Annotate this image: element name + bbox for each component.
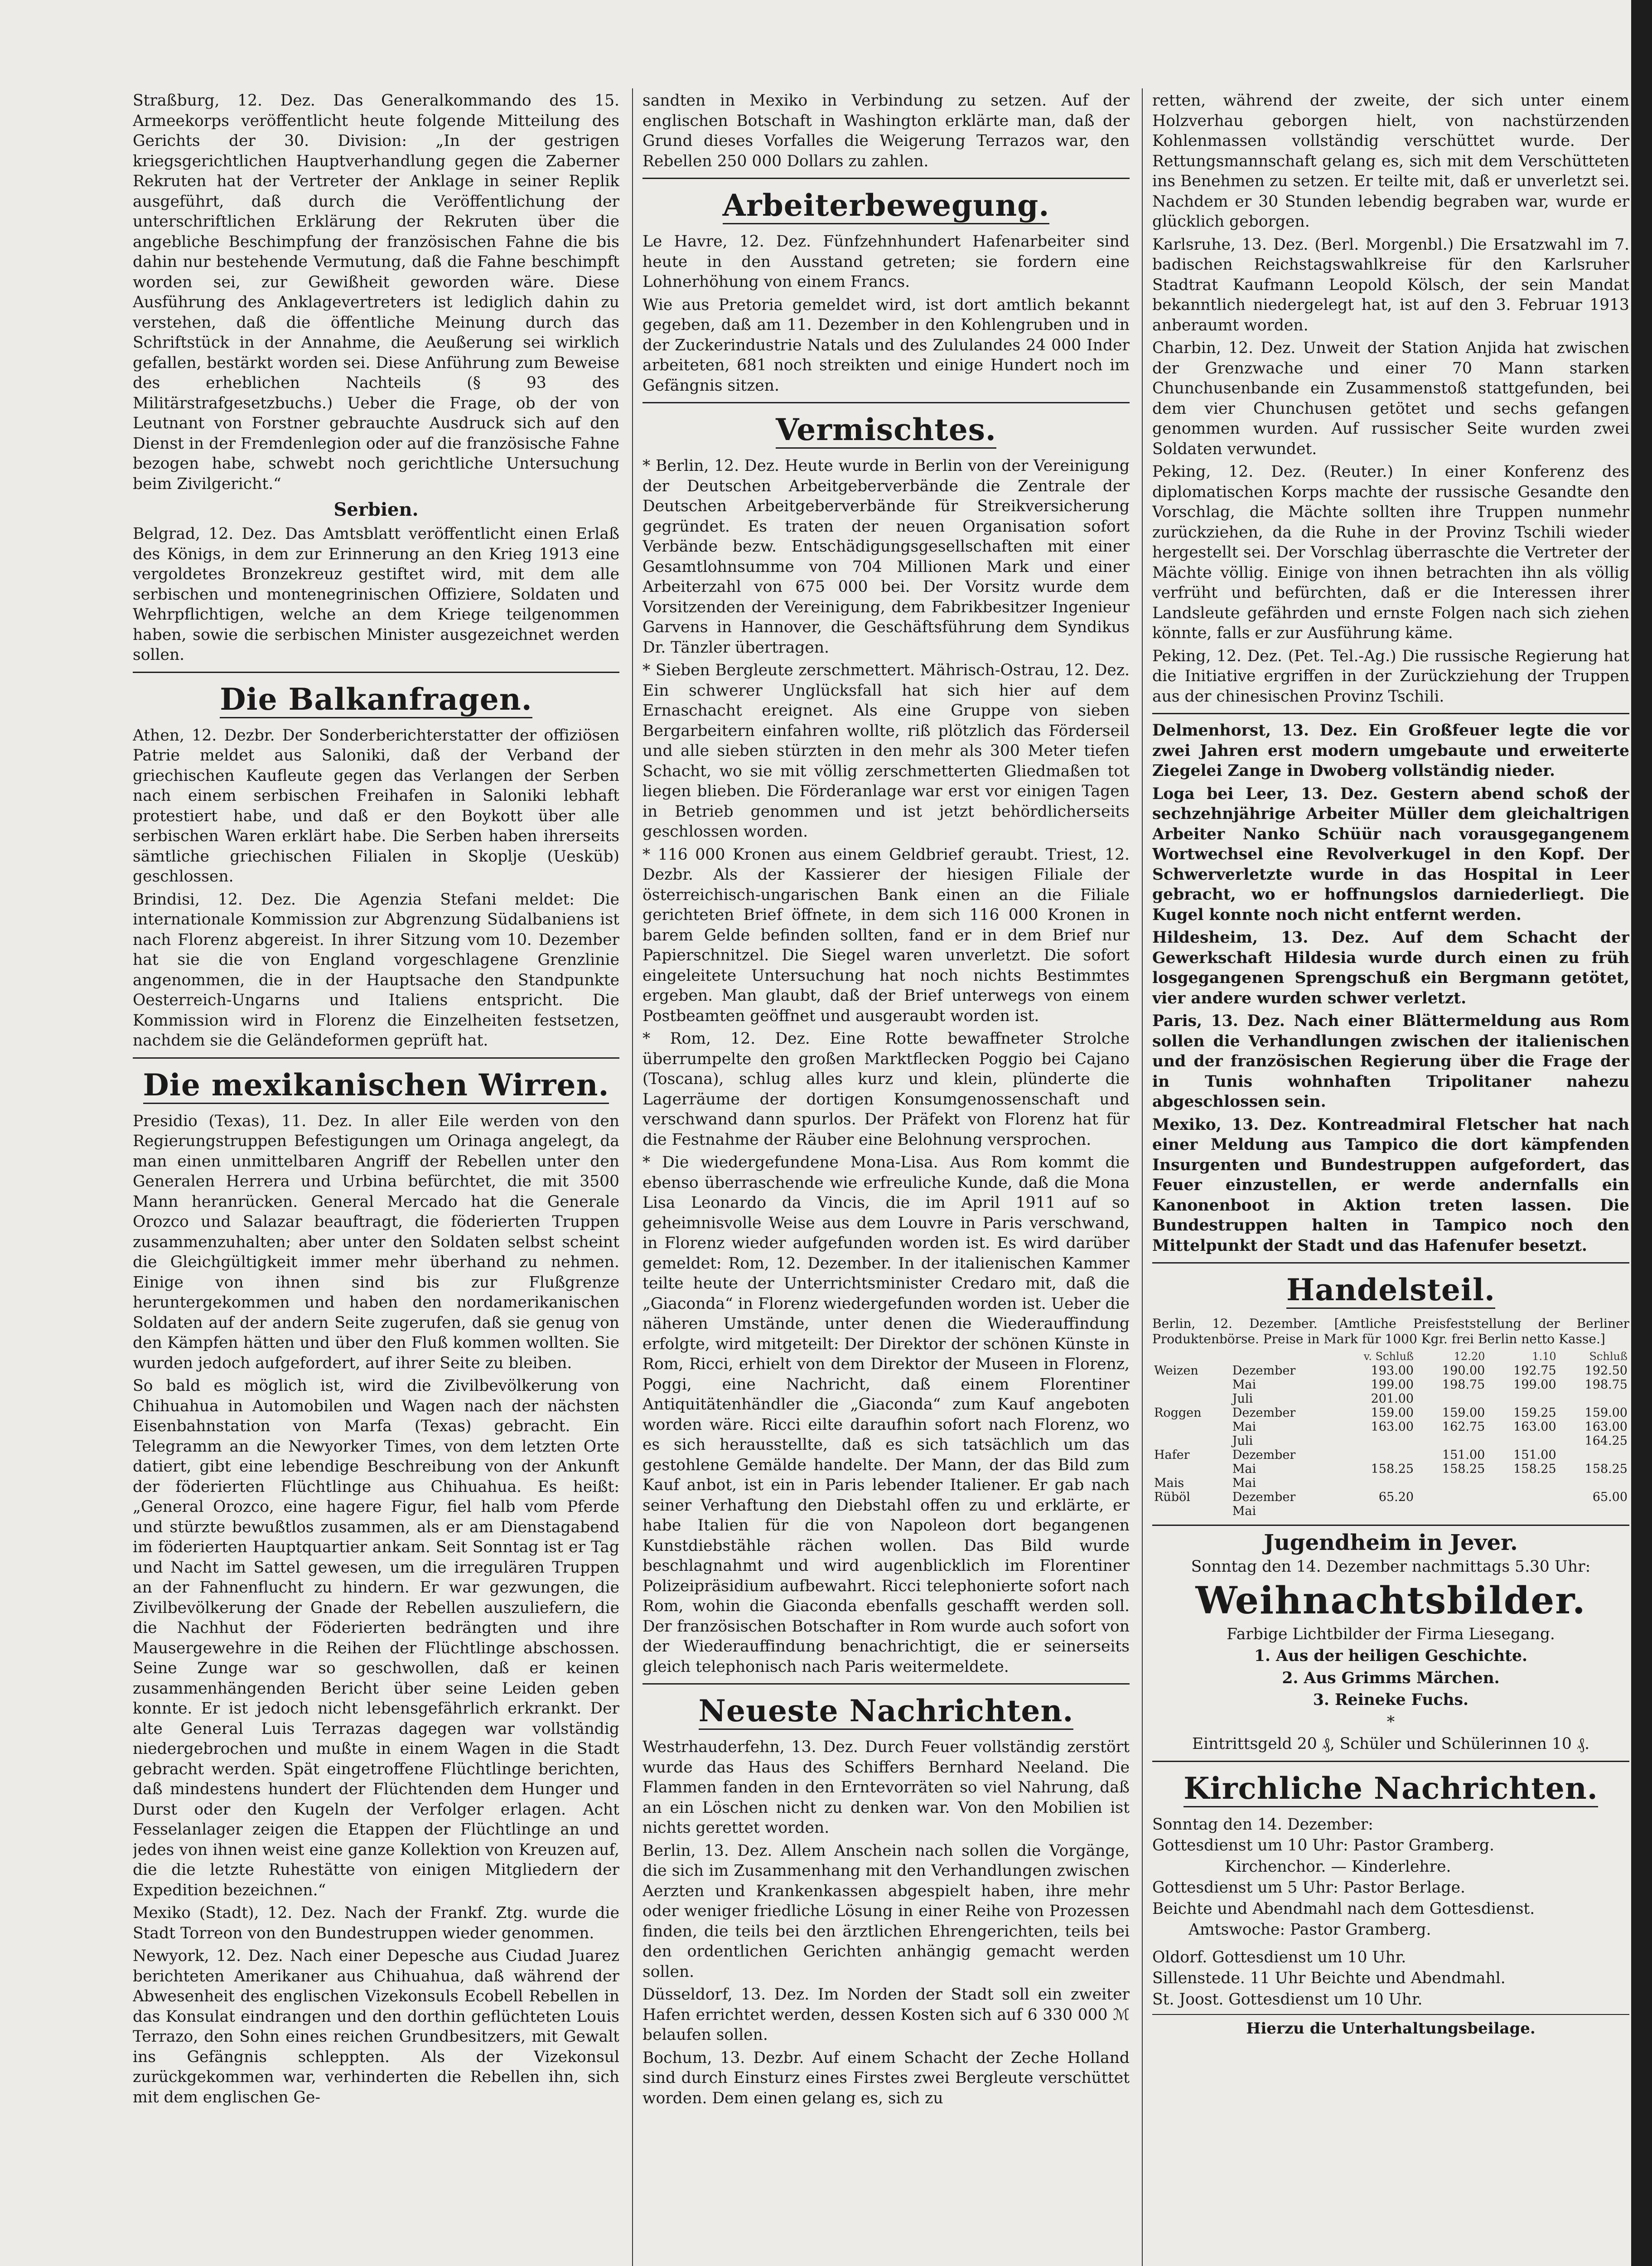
market-cell: 158.25 — [1513, 1462, 1556, 1476]
market-cell: Mai — [1232, 1476, 1256, 1490]
market-cell: 192.50 — [1584, 1364, 1628, 1378]
church-line: Beichte und Abendmahl nach dem Gottesdienst. — [1152, 1899, 1535, 1918]
market-cell — [1152, 1378, 1231, 1392]
market-row — [1152, 1378, 1629, 1392]
market-header-row — [1152, 1350, 1629, 1364]
article-mexiko-fletscher: Mexiko, 13. Dez. Kontreadmiral Fletscher hat nach einer Meldung aus Tampico die dort kämpfenden Insurgenten und Bundestruppen aufgefordert, das Feuer einzustellen, er werde andernfalls ein Kanonenboot in Aktion treten lassen. Die Bundestruppen halten in Tampico noch den Mittelpunkt der Stadt und das Hafenufer besetzt. — [1152, 1115, 1629, 1255]
market-cell — [1487, 1434, 1558, 1448]
market-cell: 159.00 — [1584, 1406, 1628, 1420]
article-westrhauderfehn: Westrhauderfehn, 13. Dez. Durch Feuer vollständig zerstört wurde das Haus des Schiffers Bernhard Neeland. Die Flammen fanden in den Erntevorräten so viel Nahrung, daß an ein Löschen nicht zu denken war. Von den Mobilien ist nichts gerettet worden. — [642, 1738, 1130, 1837]
church-notices — [1152, 1815, 1629, 2010]
article-berlin-aerzte: Berlin, 13. Dez. Allem Anschein nach sollen die Vorgänge, die sich im Zusammenhang mit den Verhandlungen zwischen Aerzten und Krankenkassen abgespielt haben, ihre mehr oder weniger friedliche Lösung in einer Reihe von Prozessen finden, die teils bei den ärztlichen Ehrengerichten, teils bei den ordentlichen Gerichten anhängig gemacht werden sollen. — [642, 1841, 1130, 1981]
market-row — [1152, 1504, 1629, 1518]
supplement-note: Hierzu die Unterhaltungsbeilage. — [1246, 2019, 1536, 2038]
church-line: Kirchenchor. — Kinderlehre. — [1225, 1857, 1451, 1876]
market-cell — [1152, 1462, 1231, 1476]
market-row — [1152, 1448, 1629, 1462]
article-hildesheim: Hildesheim, 13. Dez. Auf dem Schacht der Gewerkschaft Hildesia wurde durch einen zu früh losgegangenen Sprengschuß ein Bergmann getötet, vier andere wurden schwer verletzt. — [1152, 929, 1629, 1007]
article-loga: Loga bei Leer, 13. Dez. Gestern abend schoß der sechzehnjährige Arbeiter Müller dem gleichaltrigen Arbeiter Nanko Schüür nach vorausgegangenem Wortwechsel eine Revolverkugel in den Kopf. Der Schwerverletzte wurde in das Hospital in Leer gebracht, wo er hoffnungslos darniederliegt. Die Kugel konnte noch nicht entfernt werden. — [1152, 784, 1629, 924]
market-cell — [1558, 1504, 1629, 1518]
article-karlsruhe: Karlsruhe, 13. Dez. (Berl. Morgenbl.) Die Ersatzwahl im 7. badischen Reichstagswahlkreise für den Karlsruher Stadtrat Kaufmann Leopold Kölsch, der sein Mandat bekanntlich niedergelegt hat, ist auf den 3. Februar 1913 anberaumt worden. — [1152, 235, 1629, 334]
ad-price: Eintrittsgeld 20 ₰, Schüler und Schülerinnen 10 ₰. — [1192, 1735, 1590, 1753]
market-header-cell: 12.20 — [1454, 1350, 1485, 1363]
market-cell: 163.00 — [1371, 1420, 1414, 1434]
article-brindisi: Brindisi, 12. Dez. Die Agenzia Stefani meldet: Die internationale Kommission zur Abgrenzung Südalbaniens ist nach Florenz abgereist. In ihrer Sitzung vom 10. Dezember hat sie die von England vorgeschlagene Grenzlinie angenommen, die in der Hauptsache den Standpunkte Oesterreich-Ungarns und Italiens entspricht. Die Kommission wird in Florenz die Einzelheiten festsetzen, nachdem sie die Geländeformen geprüft hat. — [133, 890, 619, 1050]
market-cell — [1152, 1434, 1231, 1448]
market-header-cell: v. Schluß — [1363, 1350, 1414, 1363]
market-cell — [1333, 1448, 1415, 1462]
church-line: Gottesdienst um 10 Uhr: Pastor Gramberg. — [1152, 1836, 1495, 1854]
column-divider — [1142, 88, 1143, 2266]
ad-title: Jugendheim in Jever. — [1264, 1530, 1518, 1555]
market-intro: Berlin, 12. Dezember. [Amtliche Preisfeststellung der Berliner Produktenbörse. Preise in Mark für 1000 Kgr. frei Berlin netto Kasse.] — [1152, 1316, 1629, 1346]
market-row — [1152, 1406, 1629, 1420]
market-cell: Mai — [1232, 1462, 1256, 1476]
market-cell — [1558, 1476, 1629, 1490]
market-cell — [1152, 1420, 1231, 1434]
market-cell: Hafer — [1154, 1448, 1190, 1462]
market-cell: Roggen — [1154, 1406, 1202, 1420]
market-cell: Weizen — [1154, 1364, 1198, 1378]
market-cell: 199.00 — [1371, 1378, 1414, 1392]
market-cell — [1487, 1476, 1558, 1490]
article-duesseldorf: Düsseldorf, 13. Dez. Im Norden der Stadt soll ein zweiter Hafen errichtet werden, dessen Kosten sich auf 6 330 000 ℳ belaufen sollen. — [642, 1985, 1130, 2044]
market-cell — [1152, 1392, 1231, 1406]
market-cell: 65.00 — [1592, 1490, 1628, 1504]
market-cell — [1415, 1490, 1487, 1504]
market-cell: Dezember — [1232, 1490, 1296, 1504]
market-row — [1152, 1420, 1629, 1434]
church-line: Sonntag den 14. Dezember: — [1152, 1815, 1373, 1834]
article-bergleute: * Sieben Bergleute zerschmettert. Mährisch-Ostrau, 12. Dez. Ein schwerer Unglücksfall hat sich hier auf dem Ernaschacht ereignet. Als eine Gruppe von sieben Bergarbeitern einfahren wollte, riß plötzlich das Förderseil und alle sieben stürzten in den mehr als 300 Meter tiefen Schacht, wo sie mit völlig zerschmetterten Gliedmaßen tot liegen blieben. Die Förderanlage war erst vor einigen Tagen in Betrieb genommen und ist jetzt behördlicherseits geschlossen worden. — [642, 661, 1130, 841]
market-row — [1152, 1434, 1629, 1448]
market-cell: 159.25 — [1513, 1406, 1556, 1420]
ad-date: Sonntag den 14. Dezember nachmittags 5.30 Uhr: — [1191, 1558, 1591, 1576]
article-newyork: Newyork, 12. Dez. Nach einer Depesche aus Ciudad Juarez berichteten Amerikaner aus Chihuahua, daß während der Abwesenheit des englischen Vizekonsuls Ecobell Rebellen in das Konsulat eindrangen und den dorthin geflüchteten Louis Terrazo, den Sohn eines reichen Grundbesitzers, mit Gewalt ins Gefängnis schleppten. Als der Vizekonsul zurückgekommen war, verhinderten die Rebellen ihn, sich mit dem englischen Ge- — [133, 1947, 619, 2106]
market-cell: 65.20 — [1378, 1490, 1414, 1504]
market-cell — [1415, 1392, 1487, 1406]
market-cell — [1558, 1448, 1629, 1462]
market-cell: 164.25 — [1584, 1434, 1628, 1448]
church-line: Gottesdienst um 5 Uhr: Pastor Berlage. — [1152, 1879, 1466, 1897]
article-rom: * Rom, 12. Dez. Eine Rotte bewaffneter Strolche überrumpelte den großen Marktflecken Poggio bei Cajano (Toscana), schlug alles kurz und klein, plünderte die Lagerräume der dortigen Konsumgenossenschaft und verschwand dann spurlos. Der Präfekt von Florenz hat für die Festnahme der Räuber eine Belohnung versprochen. — [642, 1030, 1130, 1149]
section-heading-neueste: Neueste Nachrichten. — [642, 1693, 1130, 1729]
market-cell: Rüböl — [1154, 1490, 1190, 1504]
market-header-cell — [1152, 1350, 1231, 1364]
divider — [642, 1683, 1130, 1685]
market-cell: 158.25 — [1371, 1462, 1414, 1476]
section-heading-mexiko: Die mexikanischen Wirren. — [133, 1067, 619, 1103]
market-cell: 190.00 — [1442, 1364, 1485, 1378]
latest-telegrams — [1152, 721, 1629, 1256]
article-mona-lisa: * Die wiedergefundene Mona-Lisa. Aus Rom kommt die ebenso überraschende wie erfreuliche Kunde, daß die Mona Lisa Leonardo da Vincis, die im April 1911 auf so geheimnisvolle Weise aus dem Louvre in Paris verschwand, in Florenz wieder aufgefunden worden ist. Es wird darüber gemeldet: Rom, 12. Dezember. In der italienischen Kammer teilte heute der Unterrichtsminister Credaro mit, daß die „Giaconda“ in Florenz wiedergefunden worden ist. Ueber die näheren Umstände, unter denen die Wiederauffindung erfolgte, wird mitgeteilt: Der Direktor der schönen Künste in Rom, Ricci, erhielt von dem Direktor der Museen in Florenz, Poggi, eine Nachricht, daß einem Florentiner Antiquitätenhändler die „Giaconda“ zum Kauf angeboten worden wäre. Ricci eilte daraufhin sofort nach Florenz, wo es sich herausstellte, daß es sich tatsächlich um das gestohlene Gemälde handelte. Der Mann, der das Bild zum Kauf anbot, ist ein in Paris lebender Italiener. Er gab nach seiner Verhaftung den Diebstahl offen zu und erklärte, er habe Italien für die von Napoleon dort begangenen Kunstdiebstähle rächen wollen. Das Bild wurde beschlagnahmt und wird augenblicklich im Florentiner Polizeipräsidium aufbewahrt. Ricci telephonierte sofort nach Rom, wohin die Giaconda ebenfalls geschafft werden soll. Der französischen Botschafter in Rom wurde auch sofort von der Wiederauffindung benachrichtigt, die er seinerseits gleich telephonisch nach Paris weitermeldete. — [642, 1153, 1130, 1676]
market-cell: 193.00 — [1371, 1364, 1414, 1378]
section-heading-serbien: Serbien. — [333, 499, 419, 520]
divider — [1152, 713, 1629, 714]
article-athen: Athen, 12. Dezbr. Der Sonderberichterstatter der offiziösen Patrie meldet aus Saloniki, daß der Verband der griechischen Kaufleute gegen das Verlangen der Serben nach einem serbischen Freihafen in Saloniki lebhaft protestiert habe, und daß er den Boykott über alle serbischen Waren erklärt habe. Die Serben haben ihrerseits sämtliche griechischen Filialen in Skoplje (Uesküb) geschlossen. — [133, 726, 619, 886]
market-cell: 163.00 — [1584, 1420, 1628, 1434]
market-cell: Juli — [1232, 1434, 1253, 1448]
column-1 — [133, 91, 619, 2110]
market-cell: Mai — [1232, 1378, 1256, 1392]
market-header-cell: 1.10 — [1532, 1350, 1556, 1363]
market-cell: Mai — [1232, 1504, 1256, 1518]
market-header-cell: Schluß — [1589, 1350, 1628, 1363]
section-heading-arbeiterbewegung: Arbeiterbewegung. — [642, 187, 1130, 223]
market-cell: Mai — [1232, 1420, 1256, 1434]
church-line: St. Joost. Gottesdienst um 10 Uhr. — [1152, 1990, 1423, 2009]
divider — [1152, 2014, 1629, 2015]
market-cell: Dezember — [1232, 1364, 1296, 1378]
market-cell: 158.25 — [1584, 1462, 1628, 1476]
market-cell: 198.75 — [1442, 1378, 1485, 1392]
section-heading-kirchlich: Kirchliche Nachrichten. — [1152, 1770, 1629, 1806]
ad-star: * — [1386, 1713, 1395, 1731]
market-cell: 159.00 — [1442, 1406, 1485, 1420]
market-cell — [1415, 1504, 1487, 1518]
article-strassburg: Straßburg, 12. Dez. Das Generalkommando des 15. Armeekorps veröffentlicht heute folgende Mitteilung des Gerichts der 30. Division: „In der gestrigen kriegsgerichtlichen Hauptverhandlung gegen die Zaberner Rekruten hat der Vertreter der Anklage in seiner Replik ausgeführt, daß durch die Veröffentlichung der unterschriftlichen Erklärung der Rekruten über die angebliche Beschimpfung der französischen Fahne die bis dahin nur bestehende Vermutung, daß die Fahne beschimpft worden sei, zur Gewißheit geworden wäre. Diese Ausführung des Anklagevertreters ist lediglich dahin zu verstehen, daß die öffentliche Meinung durch das Schriftstück in der Annahme, die Aeußerung sei wirklich gefallen, bestärkt worden sei. Diese Anführung zum Beweise des erheblichen Nachteils (§ 93 des Militärstrafgesetzbuchs.) Ueber die Frage, ob der von Leutnant von Forstner gebrauchte Ausdruck sich auf den Dienst in der Fremdenlegion oder auf die französische Fahne bezogen habe, schwebt noch gerichtliche Untersuchung beim Zivilgericht.“ — [133, 92, 619, 493]
market-header-cell — [1231, 1350, 1333, 1364]
market-cell: 151.00 — [1442, 1448, 1485, 1462]
ad-item: 1. Aus der heiligen Geschichte. — [1254, 1647, 1528, 1665]
ad-item: 3. Reineke Fuchs. — [1313, 1691, 1469, 1709]
market-row — [1152, 1392, 1629, 1406]
article-paris: Paris, 13. Dez. Nach einer Blättermeldung aus Rom sollen die Verhandlungen zwischen der italienischen und der französischen Regierung über die Frage der in Tunis wohnhaften Tripolitaner nahezu abgeschlossen sein. — [1152, 1012, 1629, 1111]
market-cell — [1558, 1392, 1629, 1406]
market-row — [1152, 1462, 1629, 1476]
section-heading-vermischtes: Vermischtes. — [642, 412, 1130, 448]
market-cell: 159.00 — [1371, 1406, 1414, 1420]
article-le-havre: Le Havre, 12. Dez. Fünfzehnhundert Hafenarbeiter sind heute in den Ausstand getreten; sie fordern eine Lohnerhöhung von einem Francs. — [642, 232, 1130, 291]
market-cell: 162.75 — [1442, 1420, 1485, 1434]
divider — [1152, 1262, 1629, 1264]
market-cell — [1487, 1504, 1558, 1518]
market-row — [1152, 1490, 1629, 1504]
market-cell — [1487, 1490, 1558, 1504]
market-row — [1152, 1476, 1629, 1490]
ad-item: 2. Aus Grimms Märchen. — [1282, 1669, 1500, 1687]
ad-subtitle: Farbige Lichtbilder der Firma Liesegang. — [1227, 1625, 1555, 1643]
article-continuation: sandten in Mexiko in Verbindung zu setzen. Auf der englischen Botschaft in Washington erklärte man, daß der Grund dieses Vorfalles die Weigerung Terrazos war, den Rebellen 250 000 Dollars zu zahlen. — [642, 92, 1130, 170]
section-heading-handelsteil: Handelsteil. — [1152, 1272, 1629, 1308]
market-cell: 192.75 — [1513, 1364, 1556, 1378]
market-cell: 198.75 — [1584, 1378, 1628, 1392]
market-cell: 201.00 — [1371, 1392, 1414, 1406]
market-cell — [1415, 1476, 1487, 1490]
article-kronen: * 116 000 Kronen aus einem Geldbrief geraubt. Triest, 12. Dezbr. Als der Kassierer der hiesigen Filiale der österreichisch-ungarischen Bank einen an die Filiale gerichteten Brief öffnete, in dem sich 116 000 Kronen in barem Gelde befinden sollten, fand er in dem Brief nur Papierschnitzel. Die Siegel waren unverletzt. Die sofort eingeleitete Untersuchung hat noch nichts Bestimmtes ergeben. Man glaubt, daß der Brief unterwegs von einem Postbeamten geöffnet und ausgeraubt worden ist. — [642, 845, 1130, 1025]
article-continuation: retten, während der zweite, der sich unter einem Holzverhau geborgen hielt, von nachstürzenden Kohlenmassen vollständig verschüttet wurde. Der Rettungsmannschaft gelang es, sich mit dem Verschütteten ins Benehmen zu setzen. Er teilte mit, daß er unverletzt sei. Nachdem er 30 Stunden lebendig begraben war, wurde er glücklich geborgen. — [1152, 92, 1629, 231]
market-cell: 151.00 — [1513, 1448, 1556, 1462]
advertisement-jugendheim — [1152, 1532, 1629, 1754]
market-cell — [1415, 1434, 1487, 1448]
article-chihuahua: So bald es möglich ist, wird die Zivilbevölkerung von Chihuahua in Automobilen und Wagen nach der nächsten Eisenbahnstation von Marfa (Texas) gebracht. Ein Telegramm an die Newyorker Times, von dem letzten Orte datiert, gibt eine lebendige Beschreibung von der Ankunft der föderierten Flüchtlinge aus Chihuahua. Es heißt: „General Orozco, eine hagere Figur, fiel halb vom Pferde und stürzte bewußtlos zusammen, als er am Dienstagabend im föderierten Hauptquartier ankam. Seit Sonntag ist er Tag und Nacht im Sattel gewesen, um die irregulären Truppen an der Fahnenflucht zu hindern. Er war gezwungen, die Zivilbevölkerung der Gnade der Rebellen auszuliefern, die die Nachhut der Föderierten bedrängten und ihre Mausergewehre in die Reihen der Flüchtlinge abschossen. Seine Zunge war so geschwollen, daß er keinen zusammenhängenden Bericht über seine Leiden geben konnte. Er ist jedoch nicht lebensgefährlich erkrankt. Der alte General Luis Terrazas dagegen war vollständig niedergebrochen und mußte in einem Wagen in die Stadt gebracht werden. Spät eingetroffene Flüchtlinge berichten, daß mindestens hundert der Flüchtenden dem Hunger und Durst oder den Kugeln der Verfolger erlagen. Acht Fesselanlager zeigen die Etappen der Flüchtlinge an und jedes von ihnen weist eine ganze Kollektion von Kreuzen auf, die die letzte Ruhestätte von einigen Mitgliedern der Expedition bezeichnen.“ — [133, 1377, 619, 1899]
market-cell: 163.00 — [1513, 1420, 1556, 1434]
market-row — [1152, 1364, 1629, 1378]
ad-headline: Weihnachtsbilder. — [1195, 1578, 1586, 1622]
market-cell: Dezember — [1232, 1448, 1296, 1462]
article-peking-reuter: Peking, 12. Dez. (Reuter.) In einer Konferenz des diplomatischen Korps machte der russische Gesandte den Vorschlag, die Mächte sollten ihre Truppen nunmehr zurückziehen, da die Ruhe in der Provinz Tschili wieder hergestellt sei. Der Vorschlag überraschte die Vertreter der Mächte völlig. Einige von ihnen betrachten ihn als völlig verfrüht und befürchten, daß er die Interessen ihrer Landsleute gefährden und ernste Folgen nach sich ziehen könnte, falls er zur Ausführung käme. — [1152, 463, 1629, 642]
market-cell: 158.25 — [1442, 1462, 1485, 1476]
article-delmenhorst: Delmenhorst, 13. Dez. Ein Großfeuer legte die vor zwei Jahren erst modern umgebaute und erweiterte Ziegelei Zange in Dwoberg vollständig nieder. — [1152, 721, 1629, 780]
divider — [133, 1057, 619, 1059]
church-line: Oldorf. Gottesdienst um 10 Uhr. — [1152, 1948, 1406, 1966]
church-line: Sillenstede. 11 Uhr Beichte und Abendmahl. — [1152, 1969, 1506, 1987]
market-cell: 199.00 — [1513, 1378, 1556, 1392]
page-edge — [1631, 0, 1652, 2266]
divider — [642, 178, 1130, 179]
article-belgrad: Belgrad, 12. Dez. Das Amtsblatt veröffentlicht einen Erlaß des Königs, in dem zur Erinnerung an den Krieg 1913 eine vergoldetes Bronzekreuz gestiftet wird, mit dem alle serbischen und montenegrinischen Offiziere, Soldaten und Wehrpflichtigen, welche an dem Kriege teilgenommen haben, sowie die serbischen Minister ausgezeichnet werden sollen. — [133, 525, 619, 664]
market-cell: Dezember — [1232, 1406, 1296, 1420]
market-cell: Juli — [1232, 1392, 1253, 1406]
article-berlin-streik: * Berlin, 12. Dez. Heute wurde in Berlin von der Vereinigung der Deutschen Arbeitgeberverbände die Zentrale der Deutschen Arbeitgeberverbände für Streikversicherung gegründet. Es traten der neuen Organisation sofort Verbände bezw. Entschädigungsgesellschaften mit einer Gesamtlohnsumme von 704 Millionen Mark und einer Arbeiterzahl von 675 000 bei. Der Vorsitz wurde dem Vorsitzenden der Vereinigung, dem Fabrikbesitzer Ingenieur Garvens in Hannover, die Geschäftsführung dem Syndikus Dr. Tänzler übertragen. — [642, 457, 1130, 657]
article-mexiko-stadt: Mexiko (Stadt), 12. Dez. Nach der Frankf. Ztg. wurde die Stadt Torreon von den Bundestruppen wieder genommen. — [133, 1904, 619, 1942]
market-cell — [1333, 1434, 1415, 1448]
article-pretoria: Wie aus Pretoria gemeldet wird, ist dort amtlich bekannt gegeben, daß am 11. Dezember in den Kohlengruben und in der Zuckerindustrie Natals und des Zululandes 24 000 Inder arbeiteten, 681 noch streikten und einige Hundert noch im Gefängnis sitzen. — [642, 295, 1130, 395]
divider — [133, 672, 619, 673]
church-line: Amtswoche: Pastor Gramberg. — [1188, 1921, 1431, 1939]
divider — [1152, 1525, 1629, 1526]
column-2 — [642, 91, 1130, 2111]
market-cell — [1152, 1504, 1231, 1518]
market-cell: Mais — [1154, 1476, 1184, 1490]
market-cell — [1487, 1392, 1558, 1406]
article-presidio: Presidio (Texas), 11. Dez. In aller Eile werden von den Regierungstruppen Befestigungen um Orinaga angelegt, da man einen unmittelbaren Angriff der Rebellen unter den Generalen Herrera und Urbina befürchtet, die mit 3500 Mann heranrücken. General Mercado hat die Generale Orozco und Salazar beauftragt, die föderierten Truppen zusammenzuhalten; aber unter den Soldaten selbst scheint die Gleichgültigkeit immer mehr überhand zu nehmen. Einige von ihnen sind bis zur Flußgrenze heruntergekommen und haben den nordamerikanischen Soldaten auf der andern Seite zugerufen, daß sie genug von den Kämpfen hätten und über den Fluß kommen wollten. Sie wurden jedoch aufgefordert, auf ihrer Seite zu bleiben. — [133, 1112, 619, 1372]
divider — [642, 402, 1130, 403]
article-bochum: Bochum, 13. Dezbr. Auf einem Schacht der Zeche Holland sind durch Einsturz eines Firstes zwei Bergleute verschüttet worden. Dem einen gelang es, sich zu — [642, 2048, 1130, 2107]
market-cell — [1333, 1476, 1415, 1490]
market-cell — [1333, 1504, 1415, 1518]
section-heading-balkan: Die Balkanfragen. — [133, 681, 619, 717]
market-price-table — [1152, 1350, 1629, 1518]
divider — [1152, 1761, 1629, 1762]
article-charbin: Charbin, 12. Dez. Unweit der Station Anjida hat zwischen der Grenzwache und einer 70 Mann starken Chunchusenbande ein Zusammenstoß stattgefunden, bei dem vier Chunchusen getötet und sechs gefangen genommen wurden. Auf russischer Seite wurden zwei Soldaten verwundet. — [1152, 339, 1629, 458]
article-peking-tel: Peking, 12. Dez. (Pet. Tel.-Ag.) Die russische Regierung hat die Initiative ergriffen in der Zurückziehung der Truppen aus der chinesischen Provinz Tschili. — [1152, 647, 1629, 706]
column-divider — [632, 88, 633, 2266]
column-3 — [1152, 91, 1629, 2038]
